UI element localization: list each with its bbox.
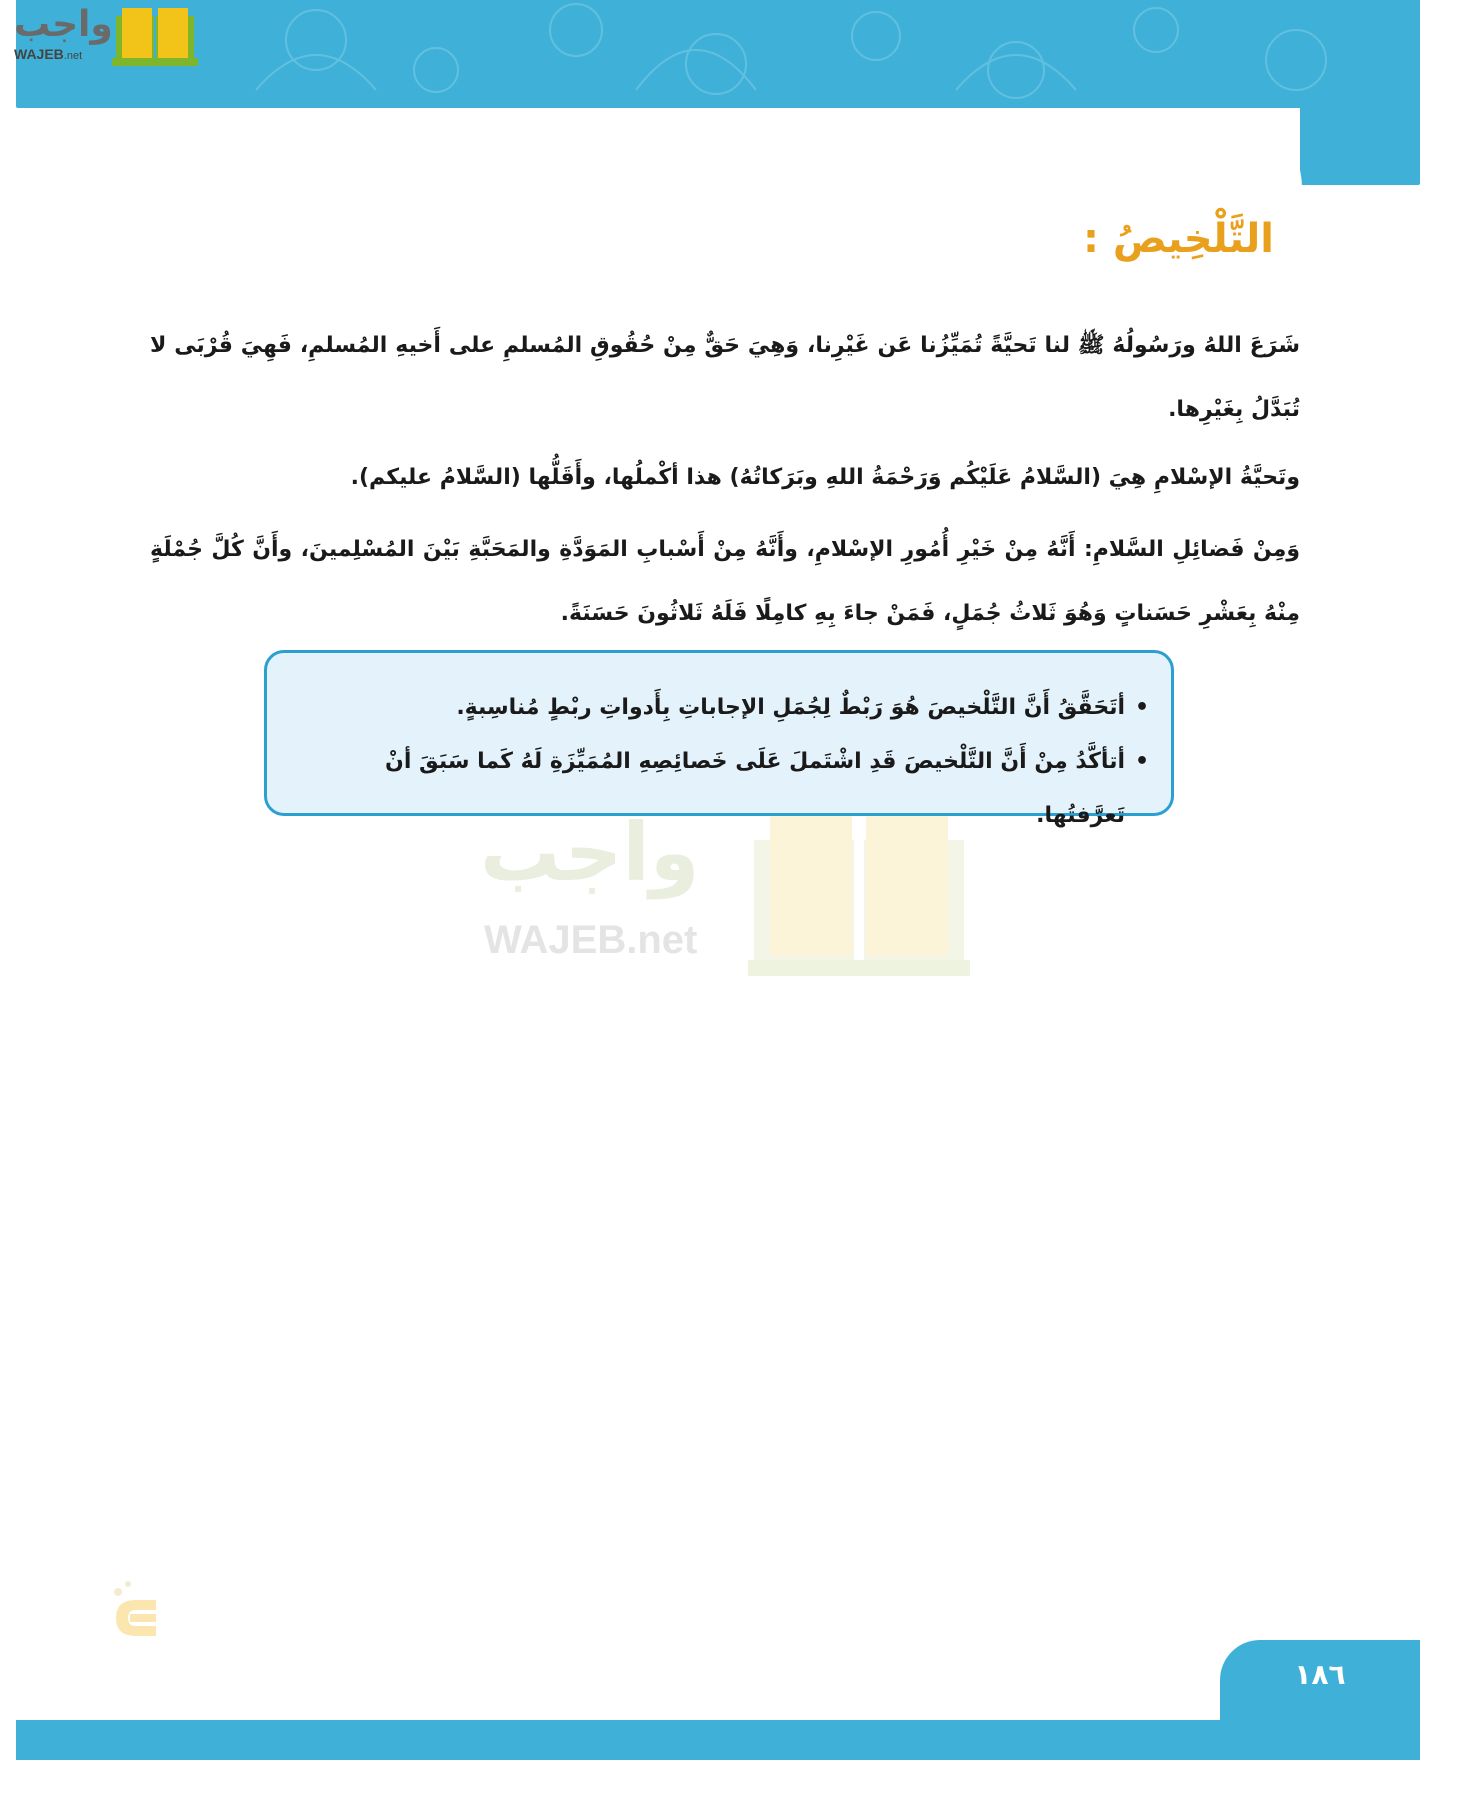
header-tab — [1300, 95, 1420, 185]
checklist-box — [264, 650, 1174, 828]
logo-domain: .net — [63, 50, 83, 62]
paragraph-greeting-legislation: شَرَعَ اللهُ ورَسُولُهُ ﷺ لنا تَحيَّةً تُمَيِّزُنا عَن غَيْرِنا، وَهِيَ حَقٌّ مِنْ حُقُوقِ المُسلمِ على أَخيهِ المُسلمِ، فَهِيَ قُرْبَى لا تُبَدَّلُ بِغَيْرِها. — [150, 333, 1300, 422]
bullet-icon: • — [1134, 695, 1149, 720]
logo-english-text — [14, 46, 82, 62]
watermark-domain: .net — [626, 918, 698, 962]
side-decorative-icon — [96, 1570, 176, 1660]
watermark — [480, 800, 980, 990]
book-icon — [112, 6, 198, 68]
header-pattern — [16, 0, 1420, 108]
wajeb-logo[interactable] — [12, 4, 192, 68]
checklist-item — [289, 681, 1149, 735]
logo-english-name: WAJEB — [14, 46, 64, 62]
checklist-item-text: أتَحَقَّقُ أَنَّ التَّلْخيصَ هُوَ رَبْطٌ لِجُمَلِ الإجاباتِ بِأَدواتِ ربْطٍ مُناسِبةٍ. — [456, 695, 1125, 720]
bullet-icon: • — [1134, 749, 1149, 774]
paragraph-greeting-virtues: وَمِنْ فَضائِلِ السَّلامِ: أَنَّهُ مِنْ خَيْرِ أُمُورِ الإسْلامِ، وأَنَّهُ مِنْ أَسْبابِ المَوَدَّةِ والمَحَبَّةِ بَيْنَ المُسْلِمينَ، وأَنَّ كُلَّ جُمْلَةٍ مِنْهُ بِعَشْرِ حَسَناتٍ وَهُوَ ثَلاثُ جُمَلٍ، فَمَنْ جاءَ بِهِ كامِلًا فَلَهُ ثَلاثُونَ حَسَنَةً. — [150, 537, 1300, 626]
watermark-english-name: WAJEB — [484, 918, 627, 962]
watermark-english — [484, 918, 697, 963]
header-curve — [1200, 108, 1302, 188]
page-number: ١٨٦ — [1294, 1658, 1346, 1691]
section-title: التَّلْخِيصُ : — [1082, 216, 1274, 262]
watermark-arabic: واجب — [480, 806, 700, 899]
checklist-item-text: أتأكَّدُ مِنْ أَنَّ التَّلْخيصَ قَدِ اشْتَملَ عَلَى خَصائِصِهِ المُمَيِّزَةِ لَهُ كَما سَبَقَ أنْ تَعرَّفتُها. — [385, 749, 1125, 828]
watermark-book-icon — [748, 810, 970, 980]
footer-band — [16, 1720, 1420, 1760]
header-band — [16, 0, 1420, 108]
paragraph-greeting-forms: وتَحيَّةُ الإسْلامِ هِيَ (السَّلامُ عَلَيْكُم وَرَحْمَةُ اللهِ وبَرَكاتُهُ) هذا أكْملُها، وأَقَلُّها (السَّلامُ عليكم). — [350, 465, 1300, 490]
logo-arabic-text: واجب — [14, 4, 113, 45]
